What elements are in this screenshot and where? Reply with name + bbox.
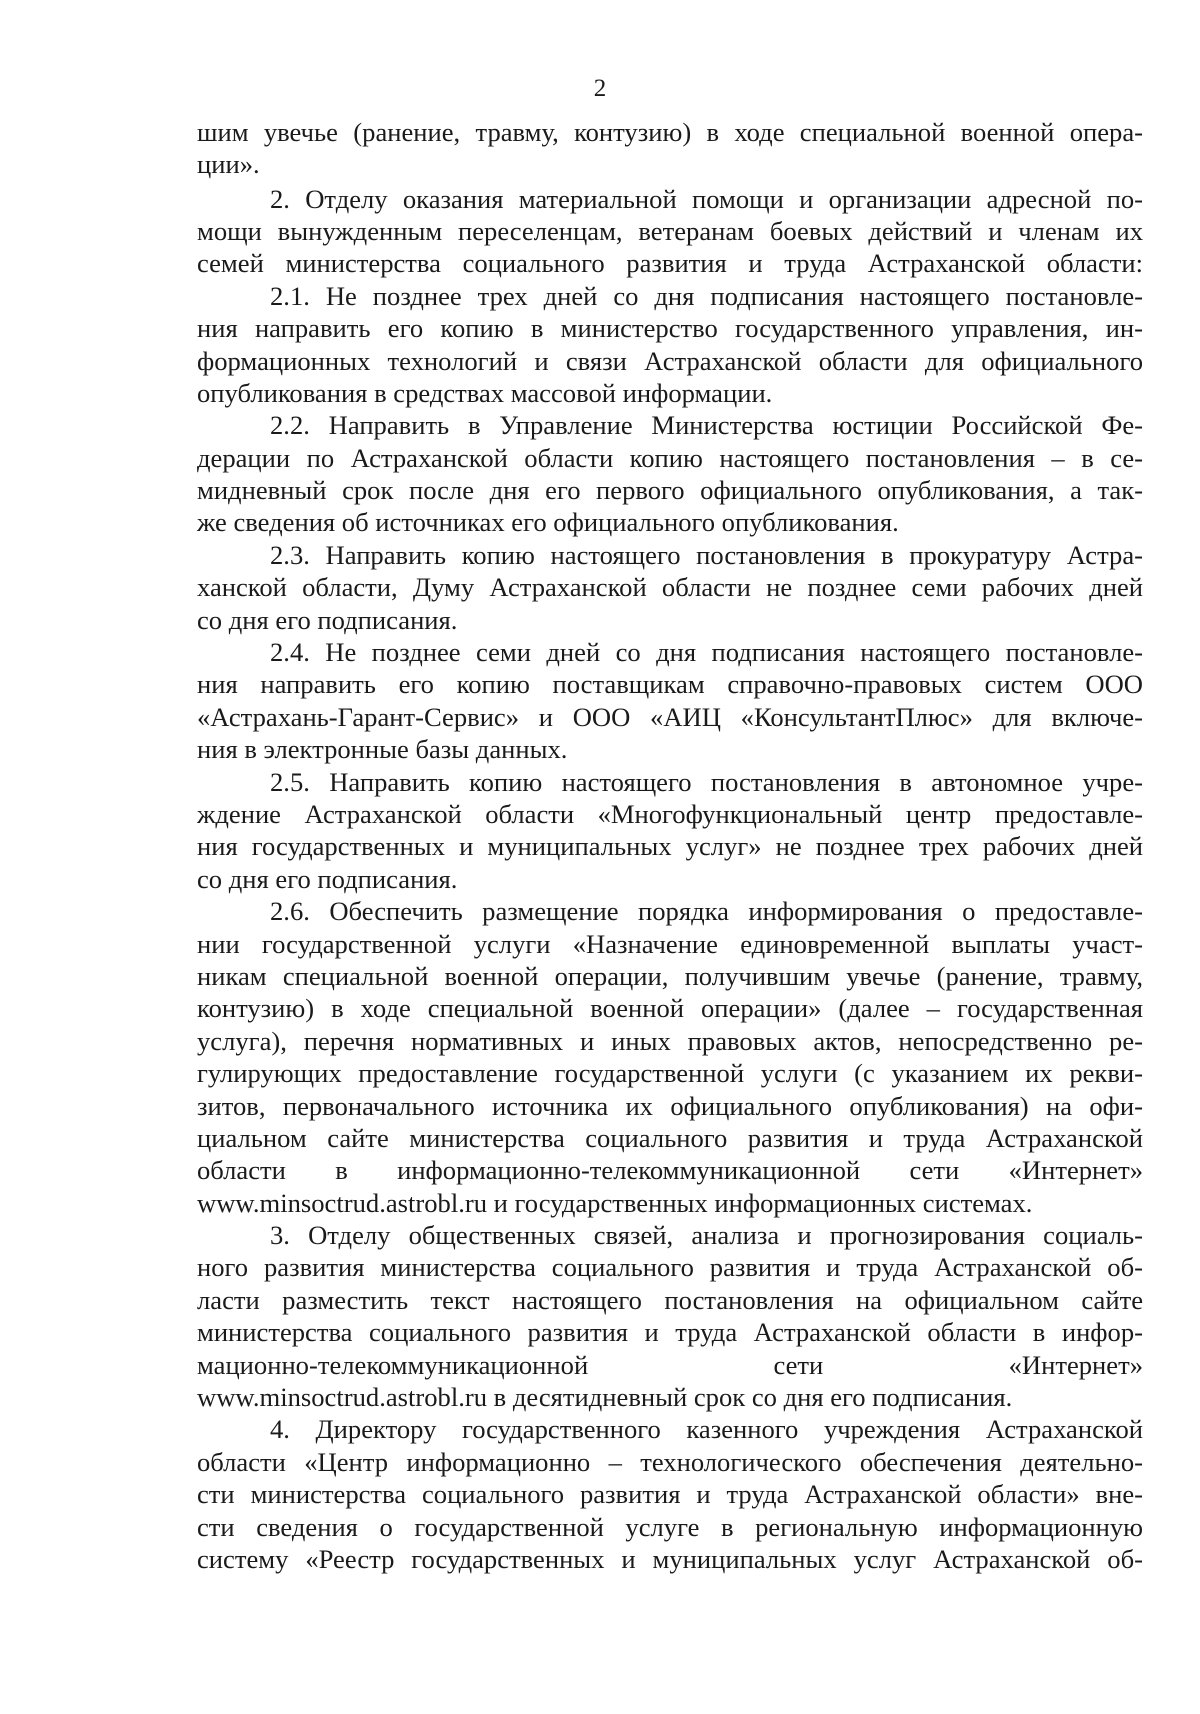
text-line: ния в электронные базы данных.	[197, 734, 568, 765]
text-line: ждение Астраханской области «Многофункциональный центр предоставле-	[197, 799, 1143, 829]
text-line: сти министерства социального развития и труда Астраханской области» вне-	[197, 1479, 1143, 1510]
text-line: мационно-телекоммуникационной сети «Интернет»	[197, 1349, 1143, 1380]
paragraph-continuation	[197, 116, 1143, 181]
paragraph-item-4	[197, 1413, 1143, 1575]
text-line: мощи вынужденным переселенцам, ветеранам боевых действий и членам их	[197, 215, 1143, 246]
text-line: мидневный срок после дня его первого официального опубликования, а так-	[197, 475, 1143, 506]
paragraph-item-2-6	[197, 895, 1143, 1219]
paragraph-item-3	[197, 1219, 1143, 1413]
text-line: www.minsoctrud.astrobl.ru и государственных информационных системах.	[197, 1187, 1033, 1218]
paragraph-item-2-3	[197, 539, 1143, 636]
text-line: «Астрахань-Гарант-Сервис» и ООО «АИЦ «КонсультантПлюс» для включе-	[197, 701, 1143, 732]
text-line: 2.1. Не позднее трех дней со дня подписания настоящего постановле-	[270, 280, 1143, 311]
text-line: 2.6. Обеспечить размещение порядка информирования о предоставле-	[270, 896, 1143, 927]
text-line: зитов, первоначального источника их официального опубликования) на офи-	[197, 1090, 1143, 1121]
text-line: 4. Директору государственного казенного учреждения Астраханской	[270, 1414, 1143, 1445]
text-line: контузию) в ходе специальной военной операции» (далее – государственная	[197, 993, 1143, 1024]
document-body	[197, 116, 1143, 1575]
text-line: ции».	[197, 149, 260, 180]
text-line: же сведения об источниках его официального опубликования.	[197, 507, 899, 538]
text-line: 3. Отделу общественных связей, анализа и прогнозирования социаль-	[270, 1220, 1143, 1251]
paragraph-item-2-2	[197, 409, 1143, 539]
text-line: сти сведения о государственной услуге в региональную информационную	[197, 1511, 1143, 1542]
text-line: 2.4. Не позднее семи дней со дня подписания настоящего постановле-	[270, 637, 1143, 668]
text-line: ного развития министерства социального развития и труда Астраханской об-	[197, 1252, 1143, 1283]
text-line: области в информационно-телекоммуникационной сети «Интернет»	[197, 1155, 1143, 1186]
text-line: дерации по Астраханской области копию настоящего постановления – в се-	[197, 442, 1143, 473]
page-number: 2	[593, 75, 607, 102]
text-line: ния направить его копию поставщикам справочно-правовых систем ООО	[197, 669, 1143, 700]
text-line: нии государственной услуги «Назначение единовременной выплаты участ-	[197, 928, 1143, 959]
text-line: 2.3. Направить копию настоящего постановления в прокуратуру Астра-	[270, 539, 1143, 570]
text-line: систему «Реестр государственных и муниципальных услуг Астраханской об-	[197, 1543, 1143, 1574]
text-line: области «Центр информационно – технологического обеспечения деятельно-	[197, 1446, 1143, 1477]
text-line: со дня его подписания.	[197, 863, 458, 894]
text-line: услуга), перечня нормативных и иных правовых актов, непосредственно ре-	[197, 1025, 1143, 1056]
text-line: ласти разместить текст настоящего постановления на официальном сайте	[197, 1284, 1143, 1315]
text-line: семей министерства социального развития и труда Астраханской области:	[197, 248, 1143, 279]
text-line: циальном сайте министерства социального развития и труда Астраханской	[197, 1122, 1143, 1153]
text-line: 2. Отделу оказания материальной помощи и организации адресной по-	[270, 183, 1143, 214]
paragraph-item-2-5	[197, 766, 1143, 896]
text-line: 2.2. Направить в Управление Министерства юстиции Российской Фе-	[270, 410, 1143, 441]
text-line: ния государственных и муниципальных услуг» не позднее трех рабочих дней	[197, 831, 1143, 862]
text-line: ханской области, Думу Астраханской области не позднее семи рабочих дней	[197, 572, 1143, 603]
text-line: никам специальной военной операции, получившим увечье (ранение, травму,	[197, 960, 1143, 991]
text-line: 2.5. Направить копию настоящего постановления в автономное учре-	[270, 766, 1143, 797]
text-line: ния направить его копию в министерство государственного управления, ин-	[197, 313, 1143, 344]
paragraph-item-2-1	[197, 280, 1143, 410]
text-line: министерства социального развития и труда Астраханской области в инфор-	[197, 1317, 1143, 1348]
text-line: www.minsoctrud.astrobl.ru в десятидневный срок со дня его подписания.	[197, 1382, 1013, 1413]
text-line: гулирующих предоставление государственной услуги (с указанием их рекви-	[197, 1058, 1143, 1089]
text-line: шим увечье (ранение, травму, контузию) в ходе специальной военной опера-	[197, 117, 1143, 147]
text-line: формационных технологий и связи Астраханской области для официального	[197, 345, 1143, 376]
text-line: опубликования в средствах массовой информации.	[197, 377, 773, 408]
text-line: со дня его подписания.	[197, 604, 458, 635]
paragraph-item-2	[197, 183, 1143, 280]
paragraph-item-2-4	[197, 636, 1143, 766]
